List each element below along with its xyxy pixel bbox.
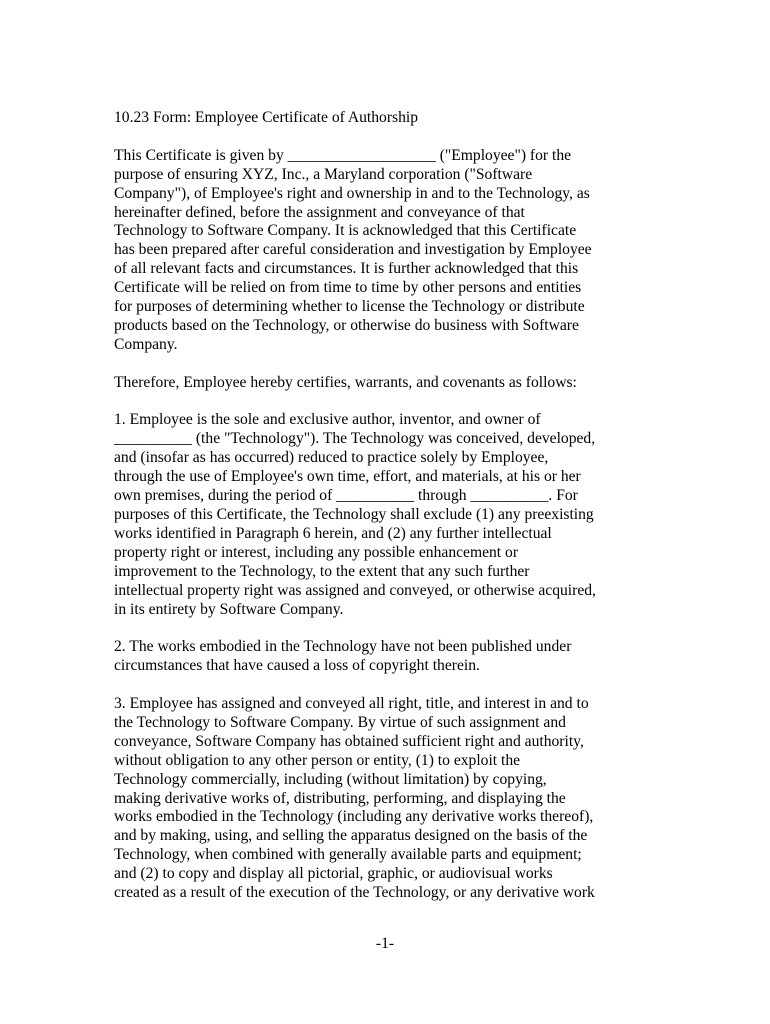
paragraph-line: 1. Employee is the sole and exclusive author, inventor, and owner of xyxy=(114,411,541,429)
paragraph-line: created as a result of the execution of the Technology, or any derivative work xyxy=(114,884,595,902)
document-paragraphs xyxy=(114,147,666,903)
paragraph-line: of all relevant facts and circumstances. It is further acknowledged that this xyxy=(114,260,579,278)
document-body xyxy=(114,109,666,922)
paragraph-line: circumstances that have caused a loss of copyright therein. xyxy=(114,657,480,675)
paragraph-line: and (insofar as has occurred) reduced to practice solely by Employee, xyxy=(114,449,549,467)
paragraph xyxy=(114,374,666,393)
paragraph-line: Therefore, Employee hereby certifies, warrants, and covenants as follows: xyxy=(114,373,577,391)
paragraph-line: This Certificate is given by ___________________ ("Employee") for the xyxy=(114,146,572,164)
paragraph-line: making derivative works of, distributing, performing, and displaying the xyxy=(114,789,566,807)
paragraph-line: conveyance, Software Company has obtained sufficient right and authority, xyxy=(114,732,584,750)
paragraph-line: 3. Employee has assigned and conveyed all right, title, and interest in and to xyxy=(114,695,589,713)
paragraph-line: in its entirety by Software Company. xyxy=(114,600,344,618)
paragraph-line: for purposes of determining whether to license the Technology or distribute xyxy=(114,298,585,316)
paragraph-line: Technology to Software Company. It is acknowledged that this Certificate xyxy=(114,222,577,240)
paragraph-line: purpose of ensuring XYZ, Inc., a Maryland corporation ("Software xyxy=(114,165,533,183)
paragraph-line: has been prepared after careful consideration and investigation by Employee xyxy=(114,241,592,259)
paragraph-line: the Technology to Software Company. By virtue of such assignment and xyxy=(114,713,566,731)
paragraph-line: works embodied in the Technology (including any derivative works thereof), xyxy=(114,808,594,826)
paragraph-line: Technology, when combined with generally available parts and equipment; xyxy=(114,846,582,864)
paragraph-line: Technology commercially, including (without limitation) by copying, xyxy=(114,770,547,788)
paragraph-line: and (2) to copy and display all pictorial, graphic, or audiovisual works xyxy=(114,865,553,883)
paragraph-line: through the use of Employee's own time, effort, and materials, at his or her xyxy=(114,468,581,486)
paragraph-line: intellectual property right was assigned and conveyed, or otherwise acquired, xyxy=(114,581,596,599)
paragraph-line: own premises, during the period of __________ through __________. For xyxy=(114,487,578,505)
paragraph-line: 2. The works embodied in the Technology have not been published under xyxy=(114,638,572,656)
paragraph-line: purposes of this Certificate, the Technology shall exclude (1) any preexisting xyxy=(114,505,594,523)
paragraph xyxy=(114,695,666,903)
paragraph-line: works identified in Paragraph 6 herein, and (2) any further intellectual xyxy=(114,524,552,542)
paragraph xyxy=(114,147,666,355)
paragraph xyxy=(114,411,666,619)
paragraph-line: hereinafter defined, before the assignment and conveyance of that xyxy=(114,203,525,221)
paragraph-line: and by making, using, and selling the apparatus designed on the basis of the xyxy=(114,827,588,845)
paragraph-line: Company. xyxy=(114,335,178,353)
paragraph-line: Certificate will be relied on from time to time by other persons and entities xyxy=(114,279,582,297)
paragraph-line: property right or interest, including any possible enhancement or xyxy=(114,543,519,561)
paragraph-line: without obligation to any other person or entity, (1) to exploit the xyxy=(114,751,521,769)
page-number: -1- xyxy=(375,935,395,952)
paragraph-line: __________ (the "Technology"). The Technology was conceived, developed, xyxy=(114,430,596,448)
document-title: 10.23 Form: Employee Certificate of Authorship xyxy=(114,109,419,126)
paragraph-line: improvement to the Technology, to the extent that any such further xyxy=(114,562,530,580)
paragraph-line: Company"), of Employee's right and ownership in and to the Technology, as xyxy=(114,184,590,202)
paragraph xyxy=(114,638,666,676)
paragraph-line: products based on the Technology, or otherwise do business with Software xyxy=(114,316,579,334)
